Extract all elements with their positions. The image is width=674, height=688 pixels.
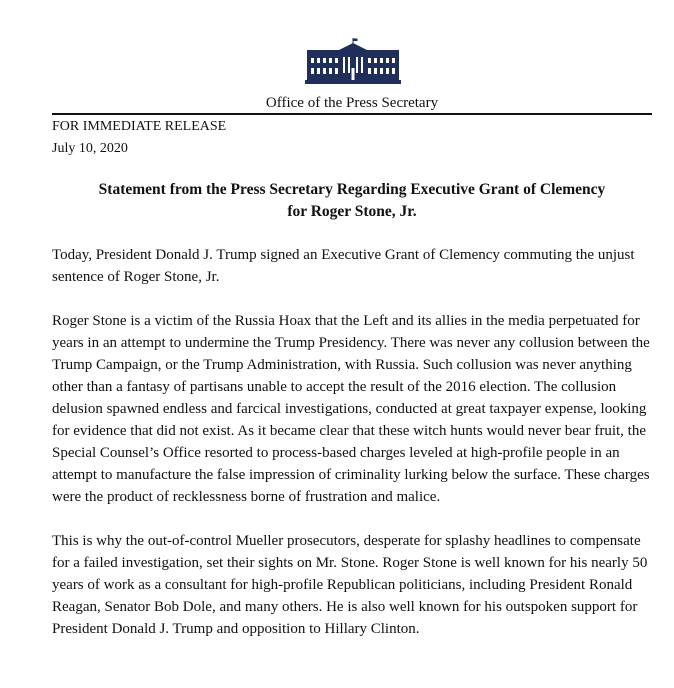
paragraph-line: politicians, including President Ronald Reagan, Senator Bob Dole, and many others. He is [52,577,633,615]
paragraph-line: to Hillary Clinton. [309,621,420,637]
release-date: July 10, 2020 [52,141,128,156]
paragraph-line: compensate for a failed investigation, set their sights on Mr. Stone. Roger Stone is well [52,533,641,571]
paragraph-line: attempt to manufacture the false impression of criminality lurking below the surface. [52,467,565,483]
paragraph-line: known for his nearly 50 years of work as a consultant for high-profile Republican [52,555,648,593]
paragraph-line: perpetuated for years in an attempt to undermine the Trump Presidency. There was never [52,313,640,351]
statement-title-line-1: Statement from the Press Secretary Regarding Executive Grant of Clemency [98,181,606,198]
release-label: FOR IMMEDIATE RELEASE [52,119,227,134]
statement-body [52,244,652,662]
paragraph-line: also well known for his outspoken support for President Donald J. Trump and opposition [52,599,638,637]
paragraph-line: result of the 2016 election. The collusion delusion spawned endless and farcical [52,379,617,417]
statement-title [52,179,652,223]
paragraph-line: These charges were the product of recklessness borne of frustration and malice. [52,467,650,505]
statement-title-line-2: for Roger Stone, Jr. [287,203,417,220]
paragraph-1 [52,244,652,288]
paragraph-2 [52,310,652,508]
paragraph-line: unjust sentence of Roger Stone, Jr. [52,247,635,285]
paragraph-line: Such collusion was never anything other than a fantasy of partisans unable to accept the [52,357,632,395]
paragraph-line: any collusion between the Trump Campaign, or the Trump Administration, with Russia. [52,335,650,373]
paragraph-line: Roger Stone is a victim of the Russia Hoax that the Left and its allies in the media [52,313,549,329]
paragraph-line: This is why the out-of-control Mueller prosecutors, desperate for splashy headlines to [52,533,570,549]
paragraph-line: exist. As it became clear that these witch hunts would never bear fruit, the Special [52,423,646,461]
paragraph-line: Counsel’s Office resorted to process-based charges leveled at high-profile people in an [99,445,620,461]
paragraph-line: Today, President Donald J. Trump signed an Executive Grant of Clemency commuting the [52,247,598,263]
paragraph-line: investigations, conducted at great taxpayer expense, looking for evidence that did not [52,401,647,439]
header-divider [52,113,652,115]
paragraph-3 [52,530,652,640]
office-title: Office of the Press Secretary [265,95,439,111]
white-house-icon [305,38,401,84]
